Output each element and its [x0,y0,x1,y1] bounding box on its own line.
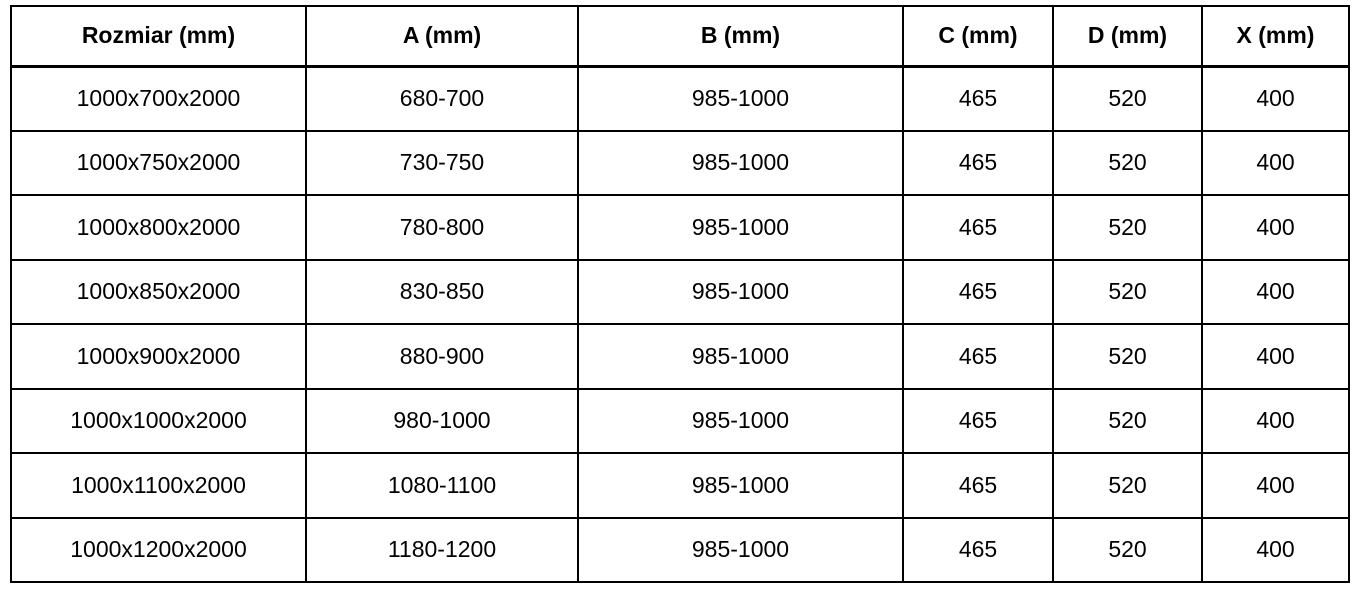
column-header-x: X (mm) [1202,6,1349,66]
cell-b: 985-1000 [578,66,903,131]
header-row [11,6,1349,66]
cell-x: 400 [1202,195,1349,260]
cell-c: 465 [903,453,1053,518]
column-header-a: A (mm) [306,6,578,66]
cell-x: 400 [1202,453,1349,518]
cell-x: 400 [1202,518,1349,583]
column-header-d: D (mm) [1053,6,1202,66]
cell-c: 465 [903,260,1053,325]
table-row [11,453,1349,518]
cell-b: 985-1000 [578,260,903,325]
cell-d: 520 [1053,518,1202,583]
cell-c: 465 [903,324,1053,389]
cell-c: 465 [903,195,1053,260]
cell-rozmiar: 1000x750x2000 [11,131,306,196]
cell-rozmiar: 1000x1100x2000 [11,453,306,518]
cell-d: 520 [1053,66,1202,131]
cell-b: 985-1000 [578,324,903,389]
cell-a: 880-900 [306,324,578,389]
cell-d: 520 [1053,131,1202,196]
cell-a: 780-800 [306,195,578,260]
cell-x: 400 [1202,389,1349,454]
cell-b: 985-1000 [578,518,903,583]
cell-a: 680-700 [306,66,578,131]
cell-a: 730-750 [306,131,578,196]
cell-x: 400 [1202,260,1349,325]
cell-c: 465 [903,389,1053,454]
cell-rozmiar: 1000x900x2000 [11,324,306,389]
cell-rozmiar: 1000x700x2000 [11,66,306,131]
cell-x: 400 [1202,324,1349,389]
table-row [11,260,1349,325]
cell-b: 985-1000 [578,195,903,260]
cell-a: 1180-1200 [306,518,578,583]
cell-rozmiar: 1000x800x2000 [11,195,306,260]
table-row [11,324,1349,389]
cell-b: 985-1000 [578,389,903,454]
cell-b: 985-1000 [578,131,903,196]
column-header-rozmiar: Rozmiar (mm) [11,6,306,66]
cell-x: 400 [1202,66,1349,131]
table-row [11,389,1349,454]
table-row [11,518,1349,583]
cell-rozmiar: 1000x1200x2000 [11,518,306,583]
cell-rozmiar: 1000x1000x2000 [11,389,306,454]
cell-d: 520 [1053,195,1202,260]
cell-rozmiar: 1000x850x2000 [11,260,306,325]
table-row [11,195,1349,260]
cell-c: 465 [903,518,1053,583]
cell-a: 1080-1100 [306,453,578,518]
table-body [11,66,1349,582]
table-row [11,66,1349,131]
table-header [11,6,1349,66]
cell-a: 830-850 [306,260,578,325]
column-header-b: B (mm) [578,6,903,66]
cell-b: 985-1000 [578,453,903,518]
cell-c: 465 [903,66,1053,131]
cell-d: 520 [1053,260,1202,325]
cell-c: 465 [903,131,1053,196]
table-row [11,131,1349,196]
cell-a: 980-1000 [306,389,578,454]
cell-d: 520 [1053,324,1202,389]
cell-x: 400 [1202,131,1349,196]
cell-d: 520 [1053,453,1202,518]
column-header-c: C (mm) [903,6,1053,66]
cell-d: 520 [1053,389,1202,454]
size-spec-table [10,5,1350,583]
